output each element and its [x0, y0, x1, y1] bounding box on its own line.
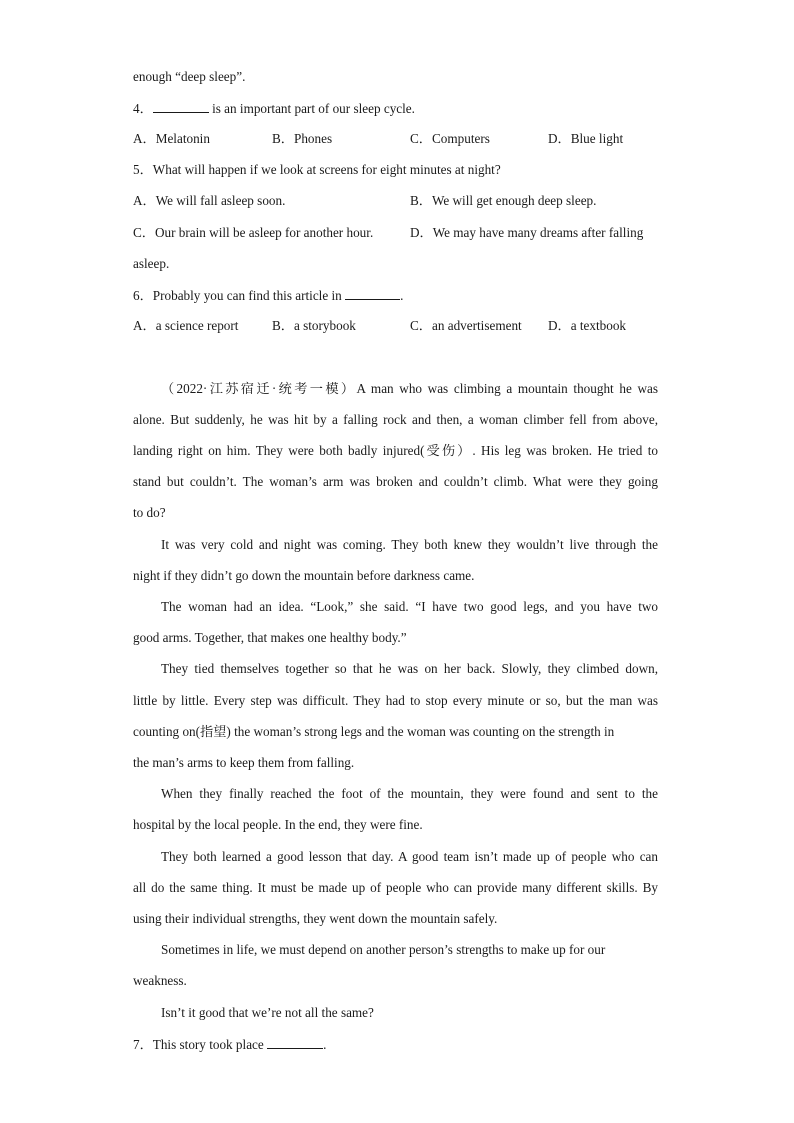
passage-line: （2022·江苏宿迁·统考一模）A man who was climbing a mountain thought he was [161, 381, 658, 396]
passage-line: Sometimes in life, we must depend on another person’s strengths to make up for our [161, 942, 606, 957]
q4-option-b[interactable]: B．Phones [272, 131, 333, 146]
passage-line: Isn’t it good that we’re not all the same? [161, 1005, 374, 1020]
passage-line: They both learned a good lesson that day. A good team isn’t made up of people who can [161, 849, 658, 864]
q7-stem-text: 7．This story took place [133, 1037, 268, 1052]
passage-line: When they finally reached the foot of the mountain, they were found and sent to the [161, 786, 658, 801]
q4-stem [133, 100, 415, 117]
passage-line: night if they didn’t go down the mountain before darkness came. [133, 568, 475, 583]
passage-line: little by little. Every step was difficult. They had to stop every minute or so, but the man was [133, 693, 658, 708]
q5-option-d-wrap: asleep. [133, 256, 170, 271]
q5-option-c[interactable]: C．Our brain will be asleep for another hour. [133, 225, 374, 240]
q4-stem-text: is an important part of our sleep cycle. [208, 101, 415, 116]
q7-answer-blank[interactable] [267, 1036, 323, 1049]
passage-line: using their individual strengths, they went down the mountain safely. [133, 911, 498, 926]
q6-option-c[interactable]: C．an advertisement [410, 318, 522, 333]
q4-answer-blank[interactable] [153, 100, 209, 113]
q6-option-a[interactable]: A．a science report [133, 318, 239, 333]
q6-stem-text: 6．Probably you can find this article in [133, 288, 346, 303]
passage-line: landing right on him. They were both badly injured(受伤）. His leg was broken. He tried to [133, 443, 658, 458]
passage-line: It was very cold and night was coming. They both knew they wouldn’t live through the [161, 537, 658, 552]
passage-line: counting on(指望) the woman’s strong legs and the woman was counting on the strength in [133, 724, 615, 739]
q6-stem: 6．Probably you can find this article in . [133, 288, 404, 303]
q6-option-b[interactable]: B．a storybook [272, 318, 356, 333]
q6-answer-blank[interactable] [345, 287, 400, 300]
q4-option-a[interactable]: A．Melatonin [133, 131, 210, 146]
passage-line: stand but couldn’t. The woman’s arm was broken and couldn’t climb. What were they going [133, 474, 658, 489]
passage-line: They tied themselves together so that he was on her back. Slowly, they climbed down, [161, 661, 658, 676]
q5-option-d[interactable]: D．We may have many dreams after falling [410, 225, 644, 240]
q4-number: 4． [133, 101, 153, 116]
q5-stem: 5．What will happen if we look at screens for eight minutes at night? [133, 162, 501, 177]
q4-option-c[interactable]: C．Computers [410, 131, 490, 146]
passage-line: alone. But suddenly, he was hit by a falling rock and then, a woman climber fell from above, [133, 412, 658, 427]
passage-line: to do? [133, 505, 166, 520]
passage-line: The woman had an idea. “Look,” she said. “I have two good legs, and you have two [161, 599, 658, 614]
q5-option-b[interactable]: B．We will get enough deep sleep. [410, 193, 597, 208]
q4-option-d[interactable]: D．Blue light [548, 131, 624, 146]
passage-line: weakness. [133, 973, 187, 988]
q7-stem: 7．This story took place . [133, 1037, 327, 1052]
passage-line: good arms. Together, that makes one healthy body.” [133, 630, 407, 645]
passage-line: all do the same thing. It must be made up of people who can provide many different skills. By [133, 880, 658, 895]
passage-line: the man’s arms to keep them from falling. [133, 755, 355, 770]
q5-option-a[interactable]: A．We will fall asleep soon. [133, 193, 286, 208]
q3-tail: enough “deep sleep”. [133, 69, 246, 84]
passage-line: hospital by the local people. In the end, they were fine. [133, 817, 423, 832]
q6-option-d[interactable]: D．a textbook [548, 318, 627, 333]
